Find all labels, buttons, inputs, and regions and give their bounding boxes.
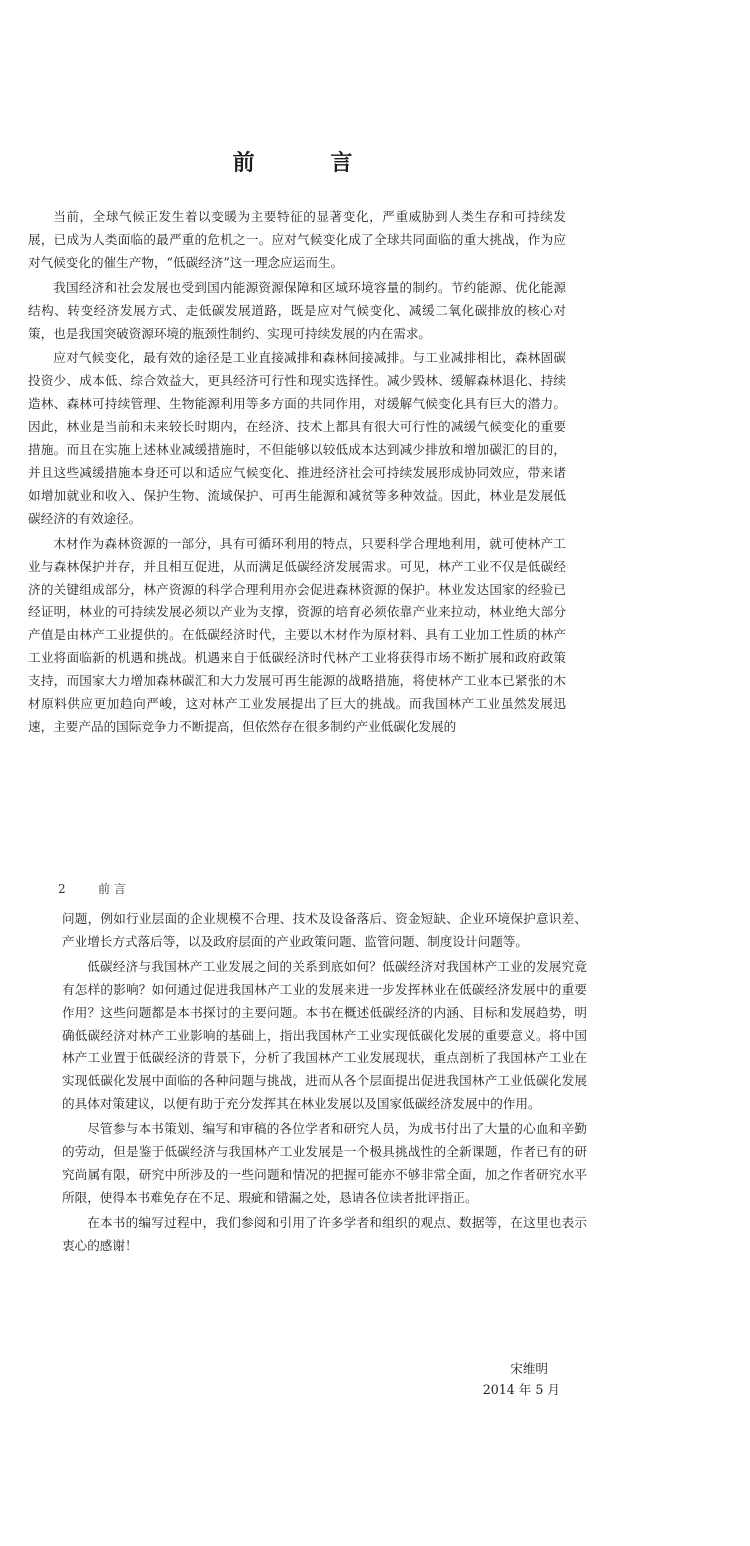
paragraph: 应对气候变化，最有效的途径是工业直接减排和森林间接减排。与工业减排相比，森林固碳投资少、成本低、综合效益大，更具经济可行性和现实选择性。减少毁林、缓解森林退化、持续造林、森林可持续管理、生物能源利用等多方面的共同作用，对缓解气候变化具有巨大的潜力。因此，林业是当前和未来较长时期内，在经济、技术上都具有很大可行性的减缓气候变化的重要措施。而且在实施上述林业减缓措施时，不但能够以较低成本达到减少排放和增加碳汇的目的，并且这些减缓措施本身还可以和适应气候变化、推进经济社会可持续发展形成协同效应，带来诸如增加就业和收入、保护生物、流域保护、可再生能源和减贫等多种效益。因此，林业是发展低碳经济的有效途径。: [28, 350, 566, 526]
running-header-title: 前 言: [98, 882, 126, 896]
running-header: [58, 880, 126, 897]
paragraph: 在本书的编写过程中，我们参阅和引用了许多学者和组织的观点、数据等，在这里也表示衷心的感谢！: [62, 1214, 587, 1253]
signature-block: [483, 1358, 560, 1400]
preface-body-page-2: [62, 908, 587, 1260]
paragraph: 当前，全球气候正发生着以变暖为主要特征的显著变化，严重威胁到人类生存和可持续发展，已成为人类面临的最严重的危机之一。应对气候变化成了全球共同面临的重大挑战，作为应对气候变化的催生产物，“低碳经济”这一理念应运而生。: [28, 209, 566, 270]
signature-date: 2014 年 5 月: [482, 1382, 560, 1397]
author-name: 宋维明: [510, 1361, 548, 1376]
page-number: 2: [58, 882, 66, 896]
paragraph: 木材作为森林资源的一部分，具有可循环利用的特点，只要科学合理地利用，就可使林产工业与森林保护并存，并且相互促进，从而满足低碳经济发展需求。可见，林产工业不仅是低碳经济的关键组成部分，林产资源的科学合理利用亦会促进森林资源的保护。林业发达国家的经验已经证明，林业的可持续发展必须以产业为支撑，资源的培育必须依靠产业来拉动，林业绝大部分产值是由林产工业提供的。在低碳经济时代，主要以木材作为原材料、具有工业加工性质的林产工业将面临新的机遇和挑战。机遇来自于低碳经济时代林产工业将获得市场不断扩展和政府政策支持，而国家大力增加森林碳汇和大力发展可再生能源的战略措施，将使林产工业本已紧张的木材原料供应更加趋向严峻，这对林产工业发展提出了巨大的挑战。而我国林产工业虽然发展迅速，主要产品的国际竞争力不断提高，但依然存在很多制约产业低碳化发展的: [28, 535, 566, 734]
preface-body-page-1: [28, 206, 566, 741]
paragraph: 尽管参与本书策划、编写和审稿的各位学者和研究人员，为成书付出了大量的心血和辛勤的劳动，但是鉴于低碳经济与我国林产工业发展是一个极具挑战性的全新课题，作者已有的研究尚属有限，研究中所涉及的一些问题和情况的把握可能亦不够非常全面，加之作者研究水平所限，使得本书难免存在不足、瑕疵和错漏之处，恳请各位读者批评指正。: [62, 1121, 587, 1205]
paragraph: 低碳经济与我国林产工业发展之间的关系到底如何？低碳经济对我国林产工业的发展究竟有怎样的影响？如何通过促进我国林产工业的发展来进一步发挥林业在低碳经济发展中的重要作用？这些问题都是本书探讨的主要问题。本书在概述低碳经济的内涵、目标和发展趋势，明确低碳经济对林产工业影响的基础上，指出我国林产工业实现低碳化发展的重要意义。将中国林产工业置于低碳经济的背景下，分析了我国林产工业发展现状，重点剖析了我国林产工业在实现低碳化发展中面临的各种问题与挑战，进而从各个层面提出促进我国林产工业低碳化发展的具体对策建议，以便有助于充分发挥其在林业发展以及国家低碳经济发展中的作用。: [62, 958, 587, 1112]
paragraph: 我国经济和社会发展也受到国内能源资源保障和区域环境容量的制约。节约能源、优化能源结构、转变经济发展方式、走低碳发展道路，既是应对气候变化、减缓二氧化碳排放的核心对策，也是我国突破资源环境的瓶颈性制约、实现可持续发展的内在需求。: [28, 279, 566, 341]
paragraph-continuation: 问题，例如行业层面的企业规模不合理、技术及设备落后、资金短缺、企业环境保护意识差、产业增长方式落后等，以及政府层面的产业政策问题、监管问题、制度设计问题等。: [62, 911, 587, 949]
page-title: 前 言: [232, 150, 387, 176]
